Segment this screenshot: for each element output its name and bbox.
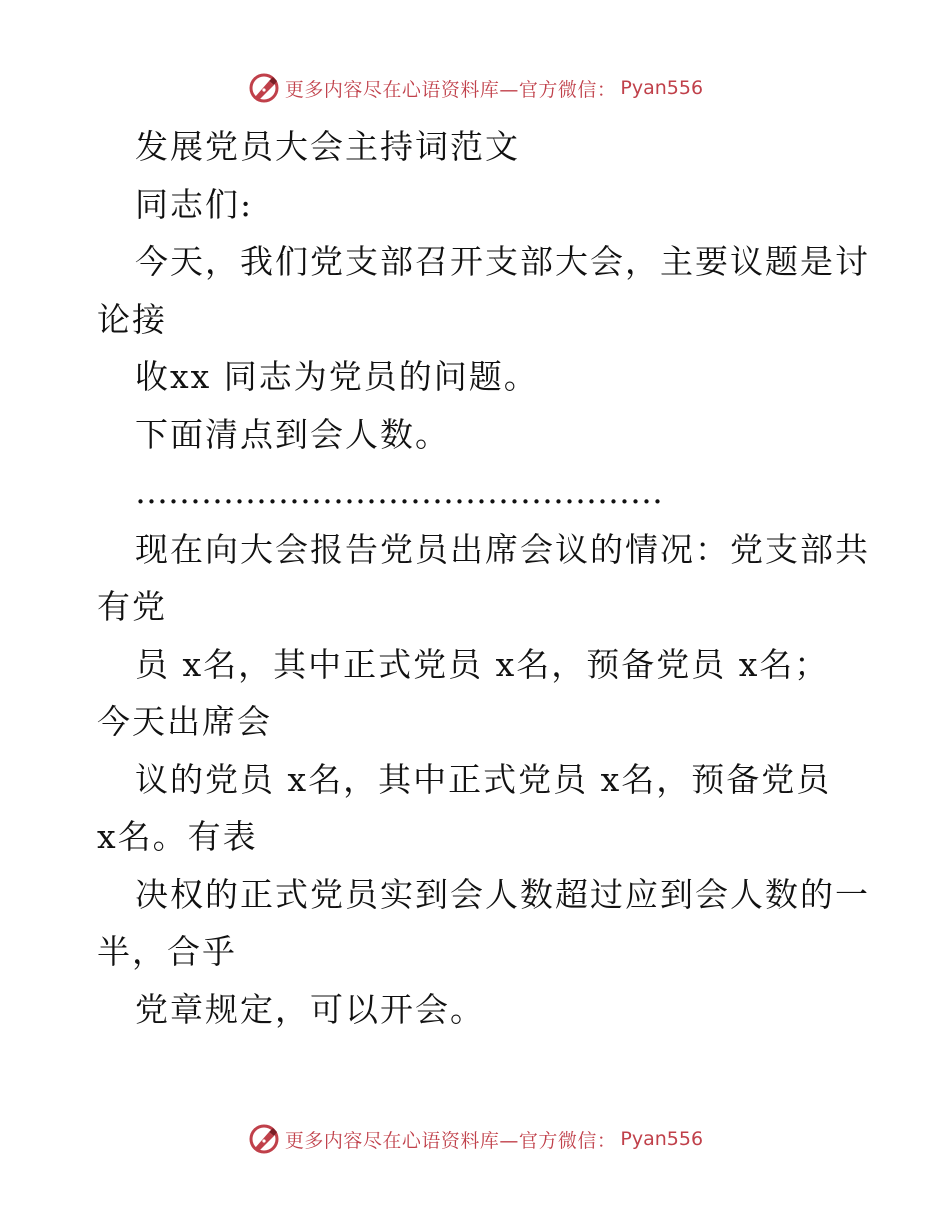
text-line: x名。有表 [97,817,258,856]
pen-nib-logo-icon [247,1122,281,1156]
document-body [97,118,870,1038]
text-line: 下面清点到会人数。 [135,414,450,454]
text-line: 议的党员 x名，其中正式党员 x名，预备党员 [135,759,832,799]
text-line: 有党 [97,587,167,626]
text-line: 同志们: [135,184,254,224]
text-line: 今天出席会 [97,702,272,741]
watermark-text: 更多内容尽在心语资料库—官方微信： [284,78,617,101]
watermark-handle: Pyan556 [620,1128,704,1150]
text-line: 员 x名，其中正式党员 x名，预备党员 x名； [135,644,830,684]
text-line: 现在向大会报告党员出席会议的情况：党支部共 [135,529,870,569]
text-line: 今天，我们党支部召开支部大会，主要议题是讨 [135,242,870,281]
watermark-text: 更多内容尽在心语资料库—官方微信： [284,1129,617,1152]
text-line: 论接 [97,299,167,339]
header-watermark [0,68,950,108]
text-line: 收xx 同志为党员的问题。 [135,357,539,396]
ellipsis-line: ………………………………………… [135,472,663,511]
pen-nib-logo-icon [247,71,281,105]
document-title: 发展党员大会主持词范文 [135,127,520,166]
watermark-handle: Pyan556 [620,77,704,99]
text-line: 党章规定，可以开会。 [135,989,485,1029]
text-line: 决权的正式党员实到会人数超过应到会人数的一 [135,874,870,914]
footer-watermark [0,1119,950,1159]
text-line: 半，合乎 [97,932,237,971]
